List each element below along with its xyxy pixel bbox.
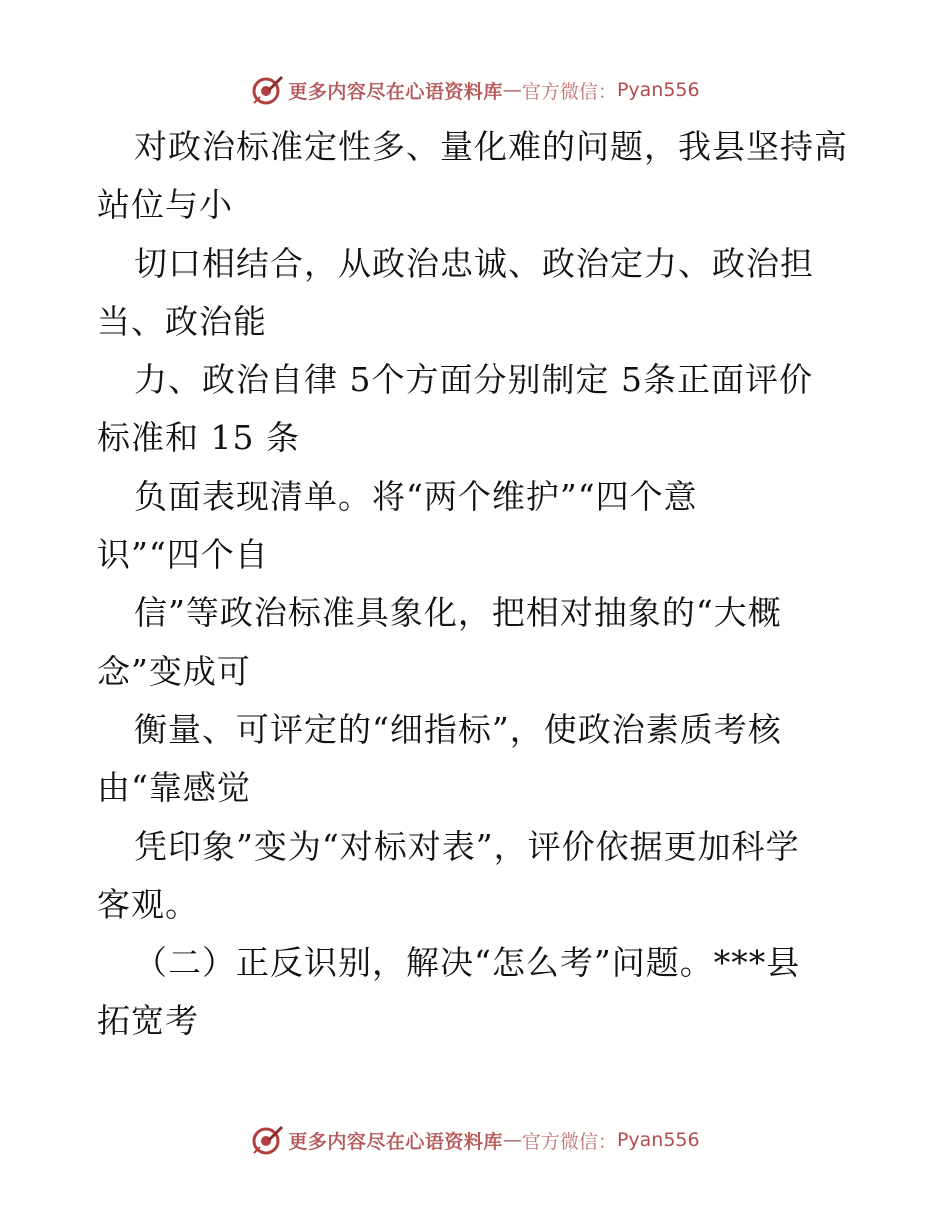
body-line: 负面表现清单。将“两个维护”“四个意 [134,476,698,516]
pen-logo-icon [250,1123,284,1157]
watermark-id: Pyan556 [616,1129,700,1151]
watermark-dash: — [502,79,522,101]
body-line: 识”“四个自 [97,535,269,575]
body-line: 凭印象”变为“对标对表”，评价依据更加科学 [134,826,800,866]
body-line: 力、政治自律 5个方面分别制定 5条正面评价 [134,360,813,400]
footer-watermark [0,1120,950,1160]
body-line: 对政治标准定性多、量化难的问题，我县坚持高 [134,127,848,166]
watermark-label: 官方微信： [521,1130,617,1153]
body-line: 念”变成可 [97,651,251,691]
body-line: 信”等政治标准具象化，把相对抽象的“大概 [134,593,782,633]
body-line: 当、政治能 [97,301,267,341]
body-line: 标准和 15 条 [97,418,300,458]
watermark-main-text: 更多内容尽在心语资料库 [288,1130,503,1153]
watermark-label: 官方微信： [521,80,617,103]
body-line: 切口相结合，从政治忠诚、政治定力、政治担 [134,243,814,283]
body-line: 由“靠感觉 [97,768,251,808]
pen-logo-icon [250,73,284,107]
body-line: 拓宽考 [97,1001,199,1041]
watermark-dash: — [502,1129,522,1151]
body-line: 衡量、可评定的“细指标”，使政治素质考核 [134,709,782,749]
body-line: （二）正反识别，解决“怎么考”问题。***县 [134,943,801,983]
watermark-id: Pyan556 [616,79,700,101]
body-line: 站位与小 [97,185,233,225]
header-watermark [0,70,950,110]
watermark-main-text: 更多内容尽在心语资料库 [288,80,503,103]
document-body [97,118,857,1051]
body-line: 客观。 [97,884,199,924]
